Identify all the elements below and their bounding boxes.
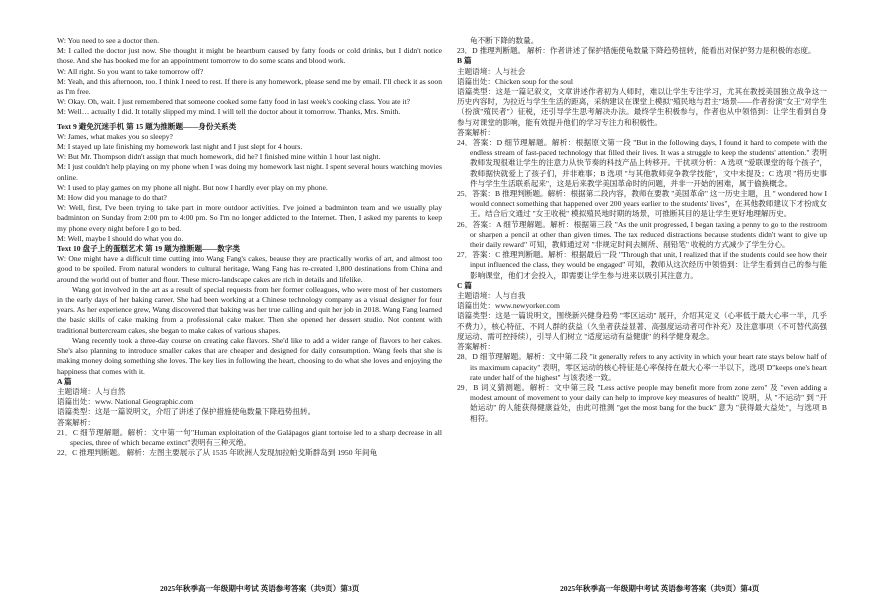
answer-analysis-label: 答案解析： <box>457 342 495 352</box>
section-source: 语篇出处：Chicken soup for the soul <box>457 76 574 86</box>
text9-heading: Text 9 避免沉迷手机 第 15 题为推断题——身份关系类 <box>57 121 237 131</box>
dialogue-line: W: James, what makes you so sleepy? <box>57 131 173 141</box>
dialogue-line: M: How did you manage to do that? <box>57 193 167 203</box>
dialogue-line: W: I used to play games on my phone all night. But now I hardly ever play on my phone. <box>57 182 328 192</box>
dialogue-line: W: Okay. Oh, wait. I just remembered that someone cooked some fatty food in last week's cooking class. You ate it? <box>57 97 410 107</box>
section-theme: 主题语境：人与自然 <box>57 386 126 396</box>
answer-item: 26．答案：A 细节理解题。解析：根据第三段 "As the unit progressed, I began taxing a penny to go to the restroom or sharpen a pencil at other than given times. The tax reduced distractions because students didn't want to give up their daily reward" 可知，教师通过对 "非规定时间去厕所、削铅笔" 收税的方式减少了学生分心。 <box>457 219 827 250</box>
section-type: 语篇类型：这是一篇记叙文，文章讲述作者初为人师时，难以让学生专注学习，尤其在教授美国独立战争这一历史内容时，为拉近与学生生活的距离，采纳建议在课堂上模拟"殖民地与君主"场景——作者扮演"女王"对学生（扮演"殖民者"）征税，还引导学生思考解决办法。最终学生积极参与，作者也从中领悟到：让学生看到自身参与对课堂的影响，能有效提升他们的学习专注力和积极性。 <box>457 87 827 127</box>
dialogue-line: W: But Mr. Thompson didn't assign that much homework, did he? I finished mine within 1 hour last night. <box>57 152 381 162</box>
section-c-heading: C 篇 <box>457 280 472 290</box>
answer-item: 28．D 细节理解题。解析：文中第二段 "it generally refers to any activity in which your heart rate stays below half of its maximum capacity" 表明，零区运动的核心特征是心率保持在最大心率一半以下，选项 D"keeps one's heart rate under half of the highest" 与该表述一致。 <box>457 352 827 382</box>
section-a-heading: A 篇 <box>57 376 72 386</box>
answer-item: 23．D 推理判断题。 解析：作者讲述了保护措施使龟数量下降趋势扭转，能看出对保护努力是积极的态度。 <box>457 46 816 56</box>
answer-item: 29．B 词义猜测题。解析：文中第三段 "Less active people may benefit more from zone zero" 及 "even adding a modest amount of movement to your daily can help to improve key measures of health" 说明，从 "不运动" 到 "开始运动" 的人能获得健康益处，由此可推测 "get the most bang for the buck" 意为 "获得最大益处"，与选项 B 相符。 <box>457 382 827 423</box>
text10-heading: Text 10 盘子上的蛋糕艺术 第 19 题为推断题——数字类 <box>57 244 241 254</box>
answer-continuation: 龟不断下降的数量。 <box>470 36 539 45</box>
dialogue-line: M: Well… actually I did. It totally slipped my mind. I will tell the doctor about it tomorrow. Thanks, Mrs. Smith. <box>57 107 401 117</box>
dialogue-line: W: All right. So you want to take tomorrow off? <box>57 66 204 76</box>
answer-item: 27．答案：C 推理判断题。解析：根据最后一段 "Through that unit, I realized that if the students could see how their input influenced the class, they would be engaged" 可知，教师从这次经历中领悟到：让学生看到自己的参与能影响课堂，他们才会投入，即需要让学生参与进来以吸引其注意力。 <box>457 250 827 280</box>
section-theme: 主题语境：人与自我 <box>457 291 526 301</box>
section-type: 语篇类型：这是一篇说明文，介绍了讲述了保护措施使龟数量下降趋势扭转。 <box>57 407 316 417</box>
dialogue-line: W: Well, first, I've been trying to take part in more outdoor activities. I've joined a badminton team and we usually play badminton on Sunday from 2:00 pm to 4:00 pm. So I'm no longer addicted to the Internet. Then, I asked my parents to keep my phone every night before I go to bed. <box>57 203 442 233</box>
dialogue-line: W: You need to see a doctor then. <box>57 36 159 45</box>
answer-item: 25．答案：B 推理判断题。解析：根据第二段内容，教师在要教 "美国革命" 这一历史主题，且 " wondered how I would connect something that happened over 200 years earlier to the students' lives"，在其他教师建议下才扮成女王。结合后文通过 "女王收税" 模拟殖民地时期的场景，可推断其目的是让学生更好地理解历史。 <box>457 189 827 219</box>
answer-analysis-label: 答案解析： <box>457 127 495 137</box>
answer-item: 21．C 细节理解题。解析：文中第一句"Human exploitation of the Galápagos giant tortoise led to a sharp decrease in all species, three of which became extinct"表明有三种灭绝。 <box>57 427 442 447</box>
section-theme: 主题语境：人与社会 <box>457 66 526 76</box>
left-column <box>57 36 442 458</box>
right-column <box>457 36 827 424</box>
section-source: 语篇出处：www. National Geographic.com <box>57 397 194 407</box>
answer-item: 22．C 推理判断题。 解析：左图主要展示了从 1535 年欧洲人发现加拉帕戈斯群岛到 1950 年间龟 <box>57 448 378 458</box>
dialogue-line: M: I called the doctor just now. She thought it might be heartburn caused by fatty foods or cold drinks, but I didn't notice those. And she has booked me for an appointment tomorrow to do some scans and blood work. <box>57 46 442 66</box>
dialogue-line: M: I stayed up late finishing my homework last night and I just slept for 4 hours. <box>57 142 303 152</box>
dialogue-line: M: I just couldn't help playing on my phone when I was doing my homework last night. I spent several hours watching movies online. <box>57 162 443 182</box>
page-footer-left: 2025年秋季高一年级期中考试 英语参考答案（共9页）第3页 <box>160 584 360 593</box>
passage-paragraph: W: One might have a difficult time cutting into Wang Fang's cakes, beause they are practically works of art, and almost too good to be spoiled. From natural wonders to cultural heritage, Wang Fang has re-created 1,800 destinations from China and around the world out of butter and flour. These micro-landscape cakes are rich in details and lifelike. <box>57 254 442 284</box>
passage-paragraph: Wang got involved in the art as a result of special requests from her former colleagues, who were most of her customers in the early days of her baking career. She had been working at a Chinese technology company as a visual designer for four years. As her experience grew, Wang discovered that baking was her true calling and quit her job in 2018. Wang Fang learned the basic skills of cake making from a professional cake maker. Then she opened her dessert studio. Not content with traditional buttercream cakes, she began to make cakes of various shapes. <box>57 284 442 335</box>
section-source: 语篇出处：www.newyorker.com <box>457 301 560 311</box>
dialogue-line: M: Yeah, and this afternoon, too. I think I need to rest. If there is any homework, please send me by email. I'll check it as soon as I'm free. <box>57 76 442 97</box>
answer-analysis-label: 答案解析： <box>57 417 95 427</box>
passage-paragraph: Wang recently took a three-day course on creating cake flavors. She'd like to add a wider range of flavors to her cakes. She's also planning to introduce smaller cakes that are cheaper and designed for daily consumption. Wang feels that she is making money doing something she loves. The key lies in following the heart, choosing to do what she loves and enjoying the happiness that comes with it. <box>57 335 442 376</box>
section-type: 语篇类型：这是一篇说明文，围绕新兴健身趋势 "零区运动" 展开，介绍其定义（心率低于最大心率一半，几乎不费力），核心特征、不同人群的获益（久坐者获益显著、高强度运动者可作补充）及注意事项（不可替代高强度运动、需可控持续），引导人们树立 "适度运动有益健康" 的科学健身观念。 <box>457 311 827 341</box>
dialogue-line: M: Well, maybe I should do what you do. <box>57 233 184 243</box>
section-b-heading: B 篇 <box>457 56 472 66</box>
page-footer-right: 2025年秋季高一年级期中考试 英语参考答案（共9页）第4页 <box>560 584 760 593</box>
answer-item: 24．答案：D 细节理解题。解析：根据原文第一段 "But in the following days, I found it hard to compete with the endless stream of fast-paced technology that filled their lives. It was a struggle to keep the students' attention." 表明教师发现很难让学生的注意力从快节奏的科技产品上转移开。干扰项分析：A 选项 "爱联课堂的每个孩子"，教师据快就爱上了孩子们，并非难事；B 选项 "与其他教师竞争教学技能"，文中未提及；C 选项 "将历史事件与学生生活联系起来"，这是后来教学美国革命时的问题，并非一开始的困难，属于偷换概念。 <box>457 138 827 188</box>
